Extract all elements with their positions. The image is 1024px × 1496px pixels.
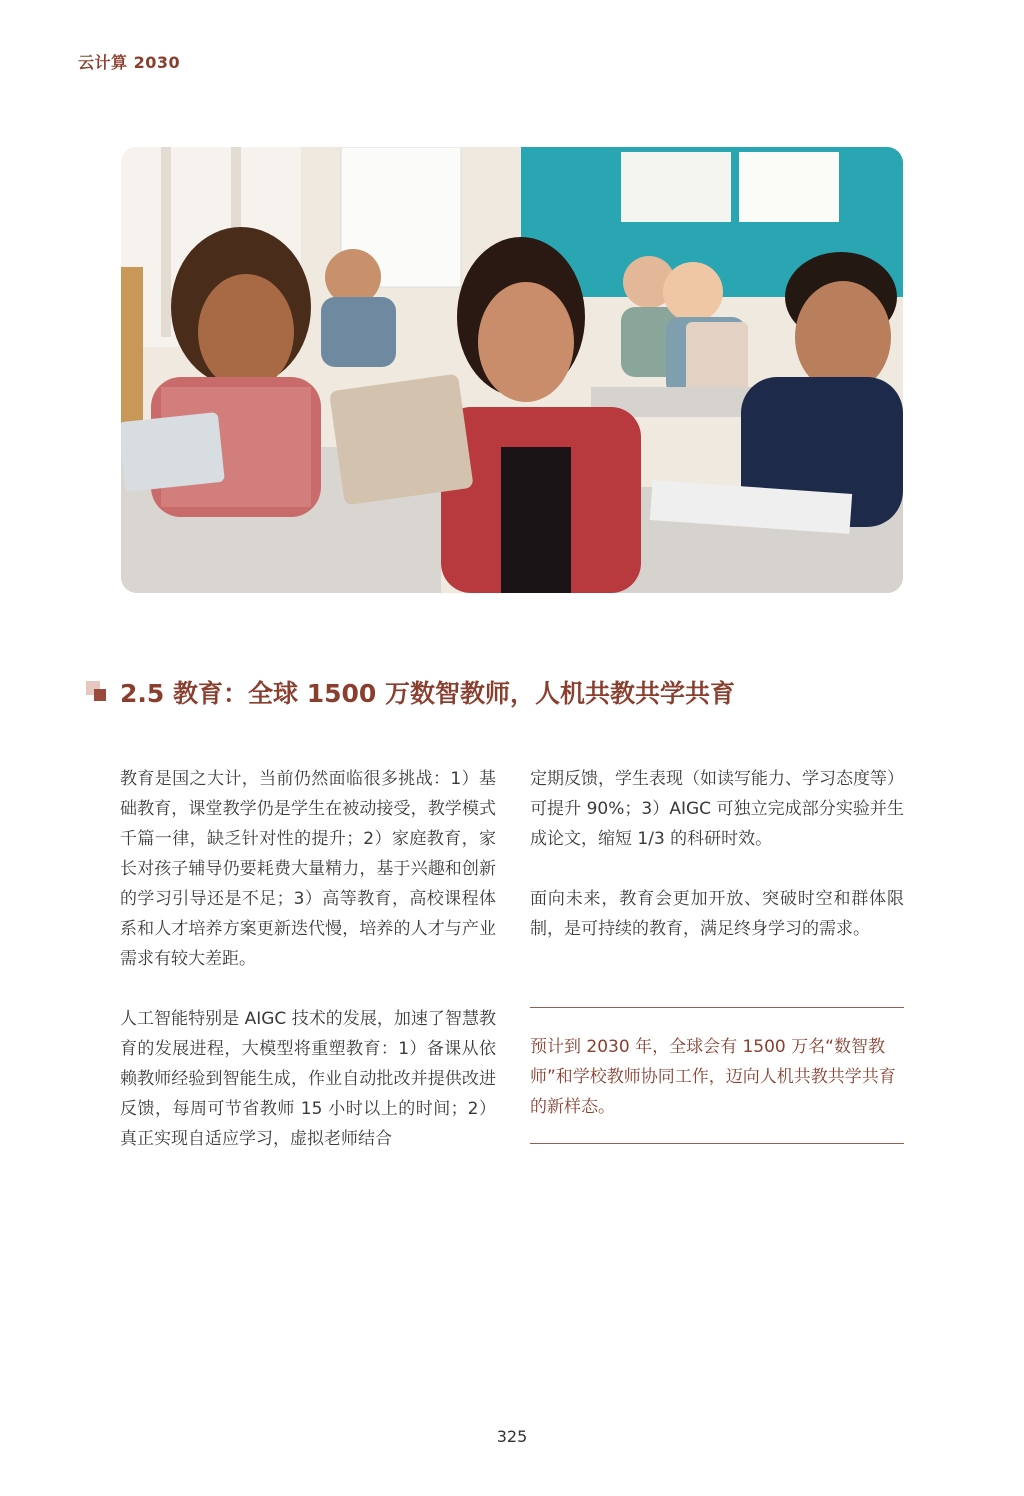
heading-marker-icon <box>86 681 108 703</box>
classroom-photo <box>121 147 903 593</box>
paragraph: 教育是国之大计，当前仍然面临很多挑战：1）基础教育，课堂教学仍是学生在被动接受，教学模式千篇一律，缺乏针对性的提升；2）家庭教育，家长对孩子辅导仍要耗费大量精力，基于兴趣和创新的学习引导还是不足；3）高等教育，高校课程体系和人才培养方案更新迭代慢，培养的人才与产业需求有较大差距。 <box>120 769 496 969</box>
paragraph: 定期反馈，学生表现（如读写能力、学习态度等）可提升 90%；3）AIGC 可独立完成部分实验并生成论文，缩短 1/3 的科研时效。 <box>530 769 904 849</box>
right-column <box>530 764 904 974</box>
running-header: 云计算 2030 <box>78 53 181 72</box>
page-number: 325 <box>496 1427 528 1446</box>
callout-text: 预计到 2030 年，全球会有 1500 万名“数智教师”和学校教师协同工作，迈向人机共教共学共育的新样态。 <box>530 1037 896 1117</box>
section-heading <box>86 674 735 710</box>
highlight-callout <box>530 1007 904 1144</box>
paragraph: 人工智能特别是 AIGC 技术的发展，加速了智慧教育的发展进程，大模型将重塑教育：1）备课从依赖教师经验到智能生成，作业自动批改并提供改进反馈，每周可节省教师 15 小时以上的时间；2）真正实现自适应学习，虚拟老师结合 <box>120 1009 496 1149</box>
left-column <box>120 764 496 1184</box>
section-title: 2.5 教育：全球 1500 万数智教师，人机共教共学共育 <box>120 679 735 708</box>
paragraph: 面向未来，教育会更加开放、突破时空和群体限制，是可持续的教育，满足终身学习的需求。 <box>530 889 904 939</box>
